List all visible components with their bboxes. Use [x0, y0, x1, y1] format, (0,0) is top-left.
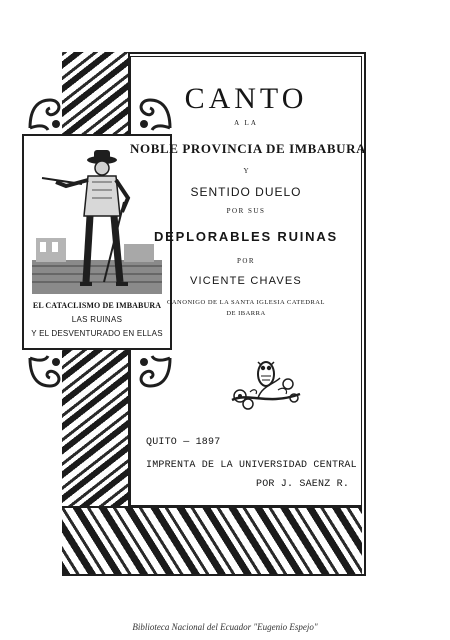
imprint-place-date: QUITO — 1897	[146, 437, 221, 448]
title-subject: DEPLORABLES RUINAS	[153, 229, 339, 244]
imprint-press: IMPRENTA DE LA UNIVERSIDAD CENTRAL	[146, 460, 357, 471]
library-credit: Biblioteca Nacional del Ecuador "Eugenio Espejo"	[132, 622, 318, 632]
author-name: VICENTE CHAVES	[190, 275, 302, 287]
title-connector: POR SUS	[226, 207, 266, 215]
illustration-caption-unfortunate: Y EL DESVENTURADO EN ELLAS	[31, 329, 163, 338]
title-conjunction: Y	[243, 167, 249, 175]
frame-bottom-band	[62, 506, 362, 574]
title-preposition: A LA	[234, 119, 258, 127]
author-position-line1: CANONIGO DE LA SANTA IGLESIA CATEDRAL	[167, 299, 325, 306]
corner-ornament-icon	[26, 94, 66, 134]
book-title: CANTO	[184, 82, 308, 115]
owl-vignette-icon	[228, 356, 304, 414]
imprint-printer: POR J. SAENZ R.	[256, 479, 350, 490]
title-subtitle: SENTIDO DUELO	[190, 185, 302, 199]
engraving-figure-icon	[32, 142, 162, 294]
author-position-line2: DE IBARRA	[226, 310, 266, 317]
illustration-caption-title: EL CATACLISMO DE IMBABURA	[32, 301, 162, 310]
title-by: POR	[236, 257, 256, 265]
corner-ornament-icon	[26, 352, 66, 392]
title-dedicatee: NOBLE PROVINCIA DE IMBABURA	[130, 141, 367, 156]
illustration-caption-ruins: LAS RUINAS	[71, 315, 123, 324]
corner-ornament-icon	[134, 352, 174, 392]
